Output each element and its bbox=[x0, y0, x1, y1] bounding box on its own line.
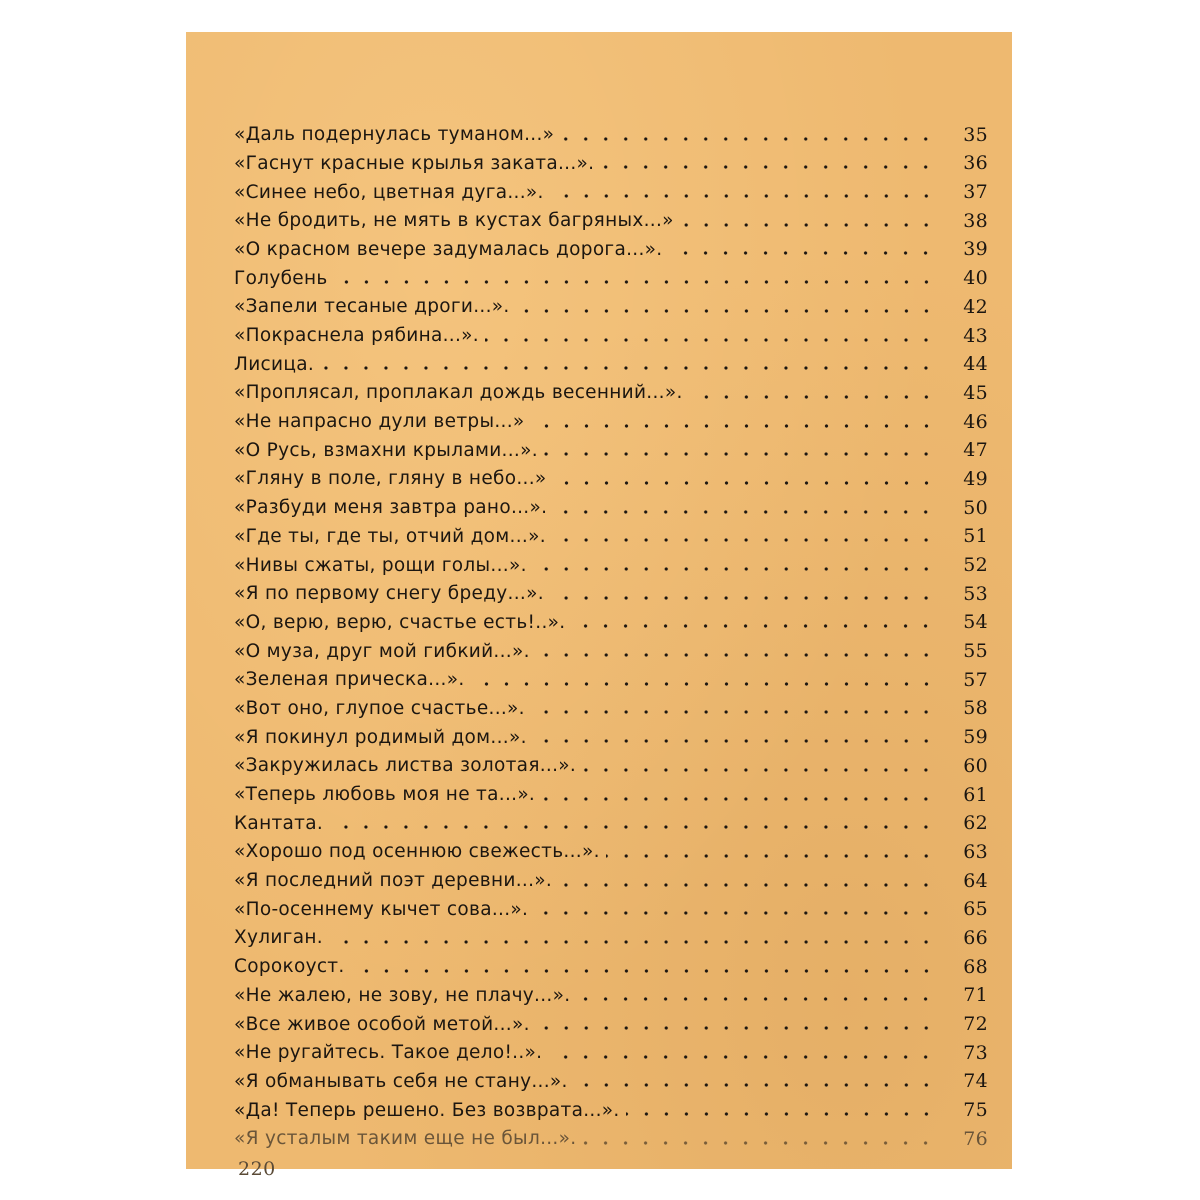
dot-leader bbox=[516, 309, 936, 313]
toc-entry-title: «Хорошо под осеннюю свежесть...». bbox=[234, 841, 600, 863]
toc-entry-page: 44 bbox=[963, 353, 988, 376]
table-of-contents bbox=[234, 116, 988, 1149]
toc-entry-page: 39 bbox=[963, 238, 988, 261]
toc-entry-title: «Все живое особой метой...». bbox=[234, 1013, 530, 1035]
dot-leader bbox=[544, 452, 936, 456]
toc-entry-title: Кантата. bbox=[234, 812, 324, 834]
toc-entry-page: 35 bbox=[963, 123, 988, 146]
toc-entry-page: 46 bbox=[963, 410, 988, 433]
toc-entry-title: «Зеленая прическа...». bbox=[234, 669, 465, 691]
dot-leader bbox=[574, 1083, 936, 1087]
toc-entry-page: 49 bbox=[963, 467, 988, 490]
toc-entry bbox=[234, 1034, 988, 1063]
toc-entry bbox=[234, 805, 988, 834]
toc-entry bbox=[234, 489, 988, 518]
toc-entry bbox=[234, 288, 988, 317]
toc-entry bbox=[234, 518, 988, 547]
toc-entry-title: «Я последний поэт деревни...». bbox=[234, 870, 553, 892]
toc-entry-title: «О муза, друг мой гибкий...». bbox=[234, 640, 530, 662]
toc-entry-title: «Не бродить, не мять в кустах багряных...» bbox=[234, 210, 674, 232]
toc-entry bbox=[234, 604, 988, 633]
toc-entry-title: «Нивы сжаты, рощи голы...». bbox=[234, 554, 527, 576]
toc-entry-title: «Синее небо, цветная дуга...». bbox=[234, 181, 544, 203]
dot-leader bbox=[471, 682, 936, 686]
toc-entry-title: Лисица. bbox=[234, 353, 315, 375]
toc-entry bbox=[234, 432, 988, 461]
toc-entry-page: 57 bbox=[963, 668, 988, 691]
toc-entry-page: 68 bbox=[963, 955, 988, 978]
dot-leader bbox=[533, 567, 936, 571]
toc-entry-title: «Не напрасно дули ветры...» bbox=[234, 411, 525, 433]
dot-leader bbox=[485, 338, 936, 342]
toc-entry-title: «Я по первому снегу бреду...». bbox=[234, 583, 544, 605]
dot-leader bbox=[548, 1055, 936, 1059]
toc-entry bbox=[234, 231, 988, 260]
toc-entry bbox=[234, 317, 988, 346]
dot-leader bbox=[320, 366, 936, 370]
dot-leader bbox=[531, 710, 936, 714]
toc-entry bbox=[234, 1063, 988, 1092]
toc-entry bbox=[234, 661, 988, 690]
toc-entry-title: «Запели тесаные дроги...». bbox=[234, 296, 510, 318]
dot-leader bbox=[534, 911, 936, 915]
toc-entry-title: «Гляну в поле, гляну в небо...» bbox=[234, 468, 547, 490]
toc-entry bbox=[234, 977, 988, 1006]
toc-entry bbox=[234, 1005, 988, 1034]
toc-entry-page: 63 bbox=[963, 840, 988, 863]
toc-entry bbox=[234, 1091, 988, 1120]
toc-entry bbox=[234, 116, 988, 145]
dot-leader bbox=[553, 481, 937, 485]
dot-leader bbox=[558, 883, 936, 887]
dot-leader bbox=[582, 768, 936, 772]
toc-entry-title: «Даль подернулась туманом...» bbox=[234, 124, 555, 146]
dot-leader bbox=[541, 797, 936, 801]
toc-entry bbox=[234, 173, 988, 202]
toc-entry-page: 61 bbox=[963, 783, 988, 806]
dot-leader bbox=[552, 538, 936, 542]
toc-entry-title: «Не жалею, не зову, не плачу...». bbox=[234, 984, 571, 1006]
toc-entry-page: 37 bbox=[963, 181, 988, 204]
dot-leader bbox=[550, 596, 936, 600]
page-number: 220 bbox=[238, 1158, 276, 1180]
toc-entry-title: «Проплясал, проплакал дождь весенний...». bbox=[234, 382, 683, 404]
dot-leader bbox=[571, 624, 936, 628]
toc-entry bbox=[234, 776, 988, 805]
toc-entry bbox=[234, 346, 988, 375]
toc-entry bbox=[234, 690, 988, 719]
toc-entry-page: 55 bbox=[963, 640, 988, 663]
toc-entry-page: 62 bbox=[963, 812, 988, 835]
toc-entry-title: «По-осеннему кычет сова...». bbox=[234, 898, 529, 920]
dot-leader bbox=[329, 825, 936, 829]
toc-entry-title: «Я обманывать себя не стану...». bbox=[234, 1070, 568, 1092]
toc-entry-page: 75 bbox=[963, 1099, 988, 1122]
dot-leader bbox=[550, 194, 936, 198]
toc-entry-title: «Разбуди меня завтра рано...». bbox=[234, 497, 548, 519]
toc-entry-page: 71 bbox=[963, 984, 988, 1007]
toc-entry-title: Хулиган. bbox=[234, 927, 323, 949]
toc-entry-title: Голубень bbox=[234, 267, 328, 289]
toc-entry-page: 58 bbox=[963, 697, 988, 720]
dot-leader bbox=[576, 997, 936, 1001]
toc-entry bbox=[234, 202, 988, 231]
toc-entry-page: 76 bbox=[963, 1127, 988, 1150]
toc-entry bbox=[234, 259, 988, 288]
toc-entry-title: Сорокоуст. bbox=[234, 956, 345, 978]
toc-entry bbox=[234, 575, 988, 604]
toc-entry-page: 38 bbox=[963, 209, 988, 232]
toc-entry-title: «Да! Теперь решено. Без возврата...». bbox=[234, 1099, 620, 1121]
dot-leader bbox=[626, 1112, 936, 1116]
toc-entry-page: 64 bbox=[963, 869, 988, 892]
dot-leader bbox=[600, 165, 936, 169]
toc-entry-title: «О, верю, верю, счастье есть!..». bbox=[234, 611, 566, 633]
toc-entry-title: «О красном вечере задумалась дорога...». bbox=[234, 238, 663, 260]
toc-entry-page: 72 bbox=[963, 1013, 988, 1035]
dot-leader bbox=[536, 1026, 936, 1030]
toc-entry-title: «Гаснут красные крылья заката...». bbox=[234, 152, 595, 174]
toc-entry bbox=[234, 948, 988, 977]
dot-leader bbox=[334, 280, 936, 284]
toc-entry-title: «Вот оно, глупое счастье...». bbox=[234, 697, 525, 719]
toc-entry bbox=[234, 403, 988, 432]
dot-leader bbox=[582, 1141, 936, 1145]
toc-entry bbox=[234, 145, 988, 174]
dot-leader bbox=[553, 510, 936, 514]
dot-leader bbox=[531, 424, 936, 428]
toc-entry-page: 50 bbox=[963, 496, 988, 519]
book-page bbox=[186, 32, 1012, 1180]
toc-entry-page: 53 bbox=[963, 582, 988, 605]
toc-entry bbox=[234, 718, 988, 747]
dot-leader bbox=[329, 940, 936, 944]
toc-entry-title: «Где ты, где ты, отчий дом...». bbox=[234, 525, 546, 547]
toc-entry bbox=[234, 632, 988, 661]
toc-entry-page: 45 bbox=[963, 381, 988, 404]
toc-entry bbox=[234, 374, 988, 403]
dot-leader bbox=[533, 739, 936, 743]
toc-entry-title: «Я усталым таким еще не был...». bbox=[234, 1128, 577, 1150]
toc-entry-title: «О Русь, взмахни крылами...». bbox=[234, 439, 538, 461]
toc-entry-page: 59 bbox=[963, 726, 988, 749]
toc-entry-page: 54 bbox=[963, 611, 988, 634]
toc-entry-title: «Теперь любовь моя не та...». bbox=[234, 784, 536, 805]
toc-entry-page: 51 bbox=[963, 525, 988, 548]
toc-entry bbox=[234, 1120, 988, 1149]
toc-entry bbox=[234, 833, 988, 862]
toc-entry-page: 40 bbox=[963, 267, 988, 290]
dot-leader bbox=[680, 223, 936, 227]
dot-leader bbox=[560, 137, 936, 141]
toc-entry-page: 36 bbox=[963, 152, 988, 175]
toc-entry bbox=[234, 891, 988, 920]
toc-entry-title: «Не ругайтесь. Такое дело!..». bbox=[234, 1042, 543, 1064]
toc-entry-page: 73 bbox=[963, 1041, 988, 1064]
dot-leader bbox=[689, 395, 936, 399]
toc-entry-page: 42 bbox=[963, 295, 988, 318]
toc-entry-page: 65 bbox=[963, 898, 988, 921]
toc-entry bbox=[234, 546, 988, 575]
toc-entry-page: 66 bbox=[963, 926, 988, 949]
toc-entry-page: 43 bbox=[963, 324, 988, 347]
toc-entry-title: «Покраснела рябина...». bbox=[234, 325, 479, 346]
toc-entry bbox=[234, 460, 988, 489]
toc-entry-page: 52 bbox=[963, 554, 988, 576]
dot-leader bbox=[536, 653, 936, 657]
toc-entry-page: 74 bbox=[963, 1070, 988, 1093]
dot-leader bbox=[668, 251, 936, 255]
toc-entry-title: «Закружилась листва золотая...». bbox=[234, 755, 577, 777]
dot-leader bbox=[351, 969, 936, 973]
toc-entry-page: 60 bbox=[963, 754, 988, 777]
toc-entry bbox=[234, 919, 988, 948]
toc-entry-title: «Я покинул родимый дом...». bbox=[234, 726, 527, 748]
toc-entry bbox=[234, 747, 988, 776]
dot-leader bbox=[606, 854, 936, 858]
toc-entry bbox=[234, 862, 988, 891]
toc-entry-page: 47 bbox=[963, 439, 988, 462]
